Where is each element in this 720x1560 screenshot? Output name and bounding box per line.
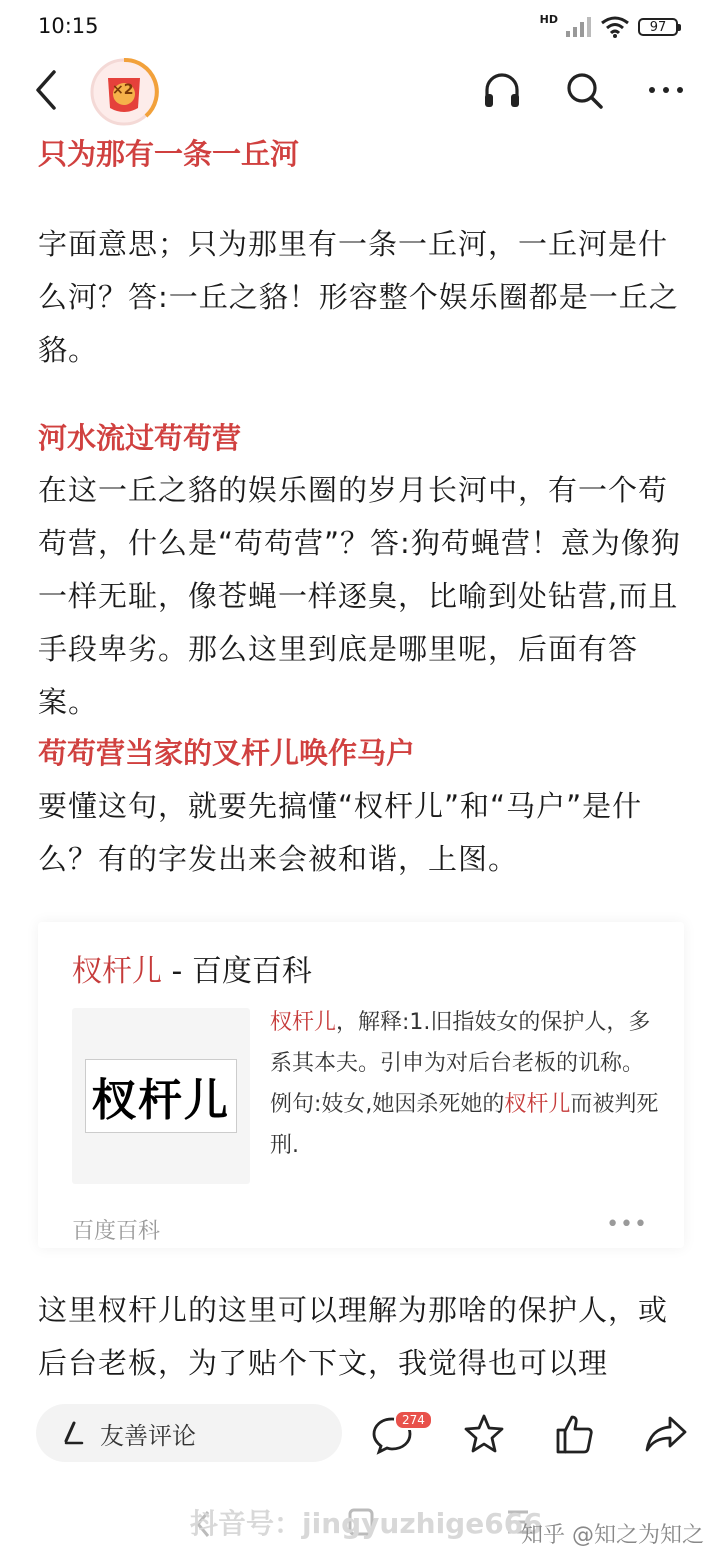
heading-3: 苟苟营当家的叉杆儿唤作马户 <box>38 736 416 770</box>
paragraph-1: 字面意思；只为那里有一条一丘河，一丘河是什么河？答:一丘之貉！形容整个娱乐圈都是一丘之貉。 <box>38 227 679 367</box>
back-arrow-icon[interactable] <box>28 68 64 112</box>
battery-level: 97 <box>649 19 667 35</box>
top-actions <box>482 70 686 110</box>
desc-end: 而被判死刑. <box>270 1092 659 1158</box>
desc-keyword-1: 杈杆儿 <box>270 1010 337 1035</box>
pen-icon <box>60 1420 86 1446</box>
paragraph-2: 在这一丘之貉的娱乐圈的岁月长河中，有一个苟苟营，什么是“苟苟营”？答:狗苟蝇营！意为像狗一样无耻，像苍蝇一样逐臭，比喻到处钻营,而且手段卑劣。那么这里到底是哪里呢，后面有答案。 <box>38 473 681 719</box>
zhihu-watermark: 知乎 @知之为知之 <box>521 1523 704 1548</box>
thumbnail-text: 杈杆儿 <box>85 1059 237 1133</box>
like-icon[interactable] <box>552 1412 596 1456</box>
card-source: 百度百科 <box>72 1219 161 1244</box>
desc-body: ，解释:1.旧指妓女的保护人，多系其本夫。引申为对后台老板的讥称。例句:妓女,她因杀死她的 <box>270 1010 651 1117</box>
network-type: HD <box>539 12 558 26</box>
more-icon[interactable] <box>646 70 686 110</box>
reward-multiplier: ×2 <box>112 82 134 98</box>
card-title-keyword: 杈杆儿 <box>72 954 162 989</box>
comment-placeholder: 友善评论 <box>100 1421 196 1450</box>
reward-badge[interactable] <box>88 56 160 128</box>
headphones-icon[interactable] <box>482 70 522 110</box>
baike-card[interactable] <box>38 922 684 1248</box>
desc-keyword-2: 杈杆儿 <box>504 1092 571 1117</box>
paragraph-3: 要懂这句，就要先搞懂“杈杆儿”和“马户”是什么？有的字发出来会被和谐，上图。 <box>38 789 643 876</box>
search-icon[interactable] <box>564 70 604 110</box>
card-thumbnail[interactable] <box>72 1008 250 1184</box>
card-more-button[interactable]: ••• <box>606 1212 648 1237</box>
battery-icon <box>638 18 678 36</box>
share-icon[interactable] <box>644 1412 688 1456</box>
status-icons <box>539 12 678 38</box>
wifi-icon <box>600 16 630 38</box>
status-time: 10:15 <box>38 14 99 38</box>
star-icon[interactable] <box>462 1412 506 1456</box>
card-description <box>270 1002 660 1166</box>
comment-count-badge: 274 <box>394 1410 433 1430</box>
signal-icon <box>566 17 592 37</box>
heading-2: 河水流过苟苟营 <box>38 421 242 455</box>
comment-input[interactable] <box>36 1404 342 1462</box>
card-title-suffix: - 百度百科 <box>162 954 312 989</box>
heading-1: 只为那有一条一丘河 <box>38 137 300 171</box>
card-title[interactable] <box>72 946 312 990</box>
paragraph-4: 这里杈杆儿的这里可以理解为那啥的保护人，或后台老板，为了贴个下文，我觉得也可以理 <box>38 1293 669 1380</box>
douyin-watermark: 抖音号：jingyuzhige666 <box>190 1507 543 1540</box>
